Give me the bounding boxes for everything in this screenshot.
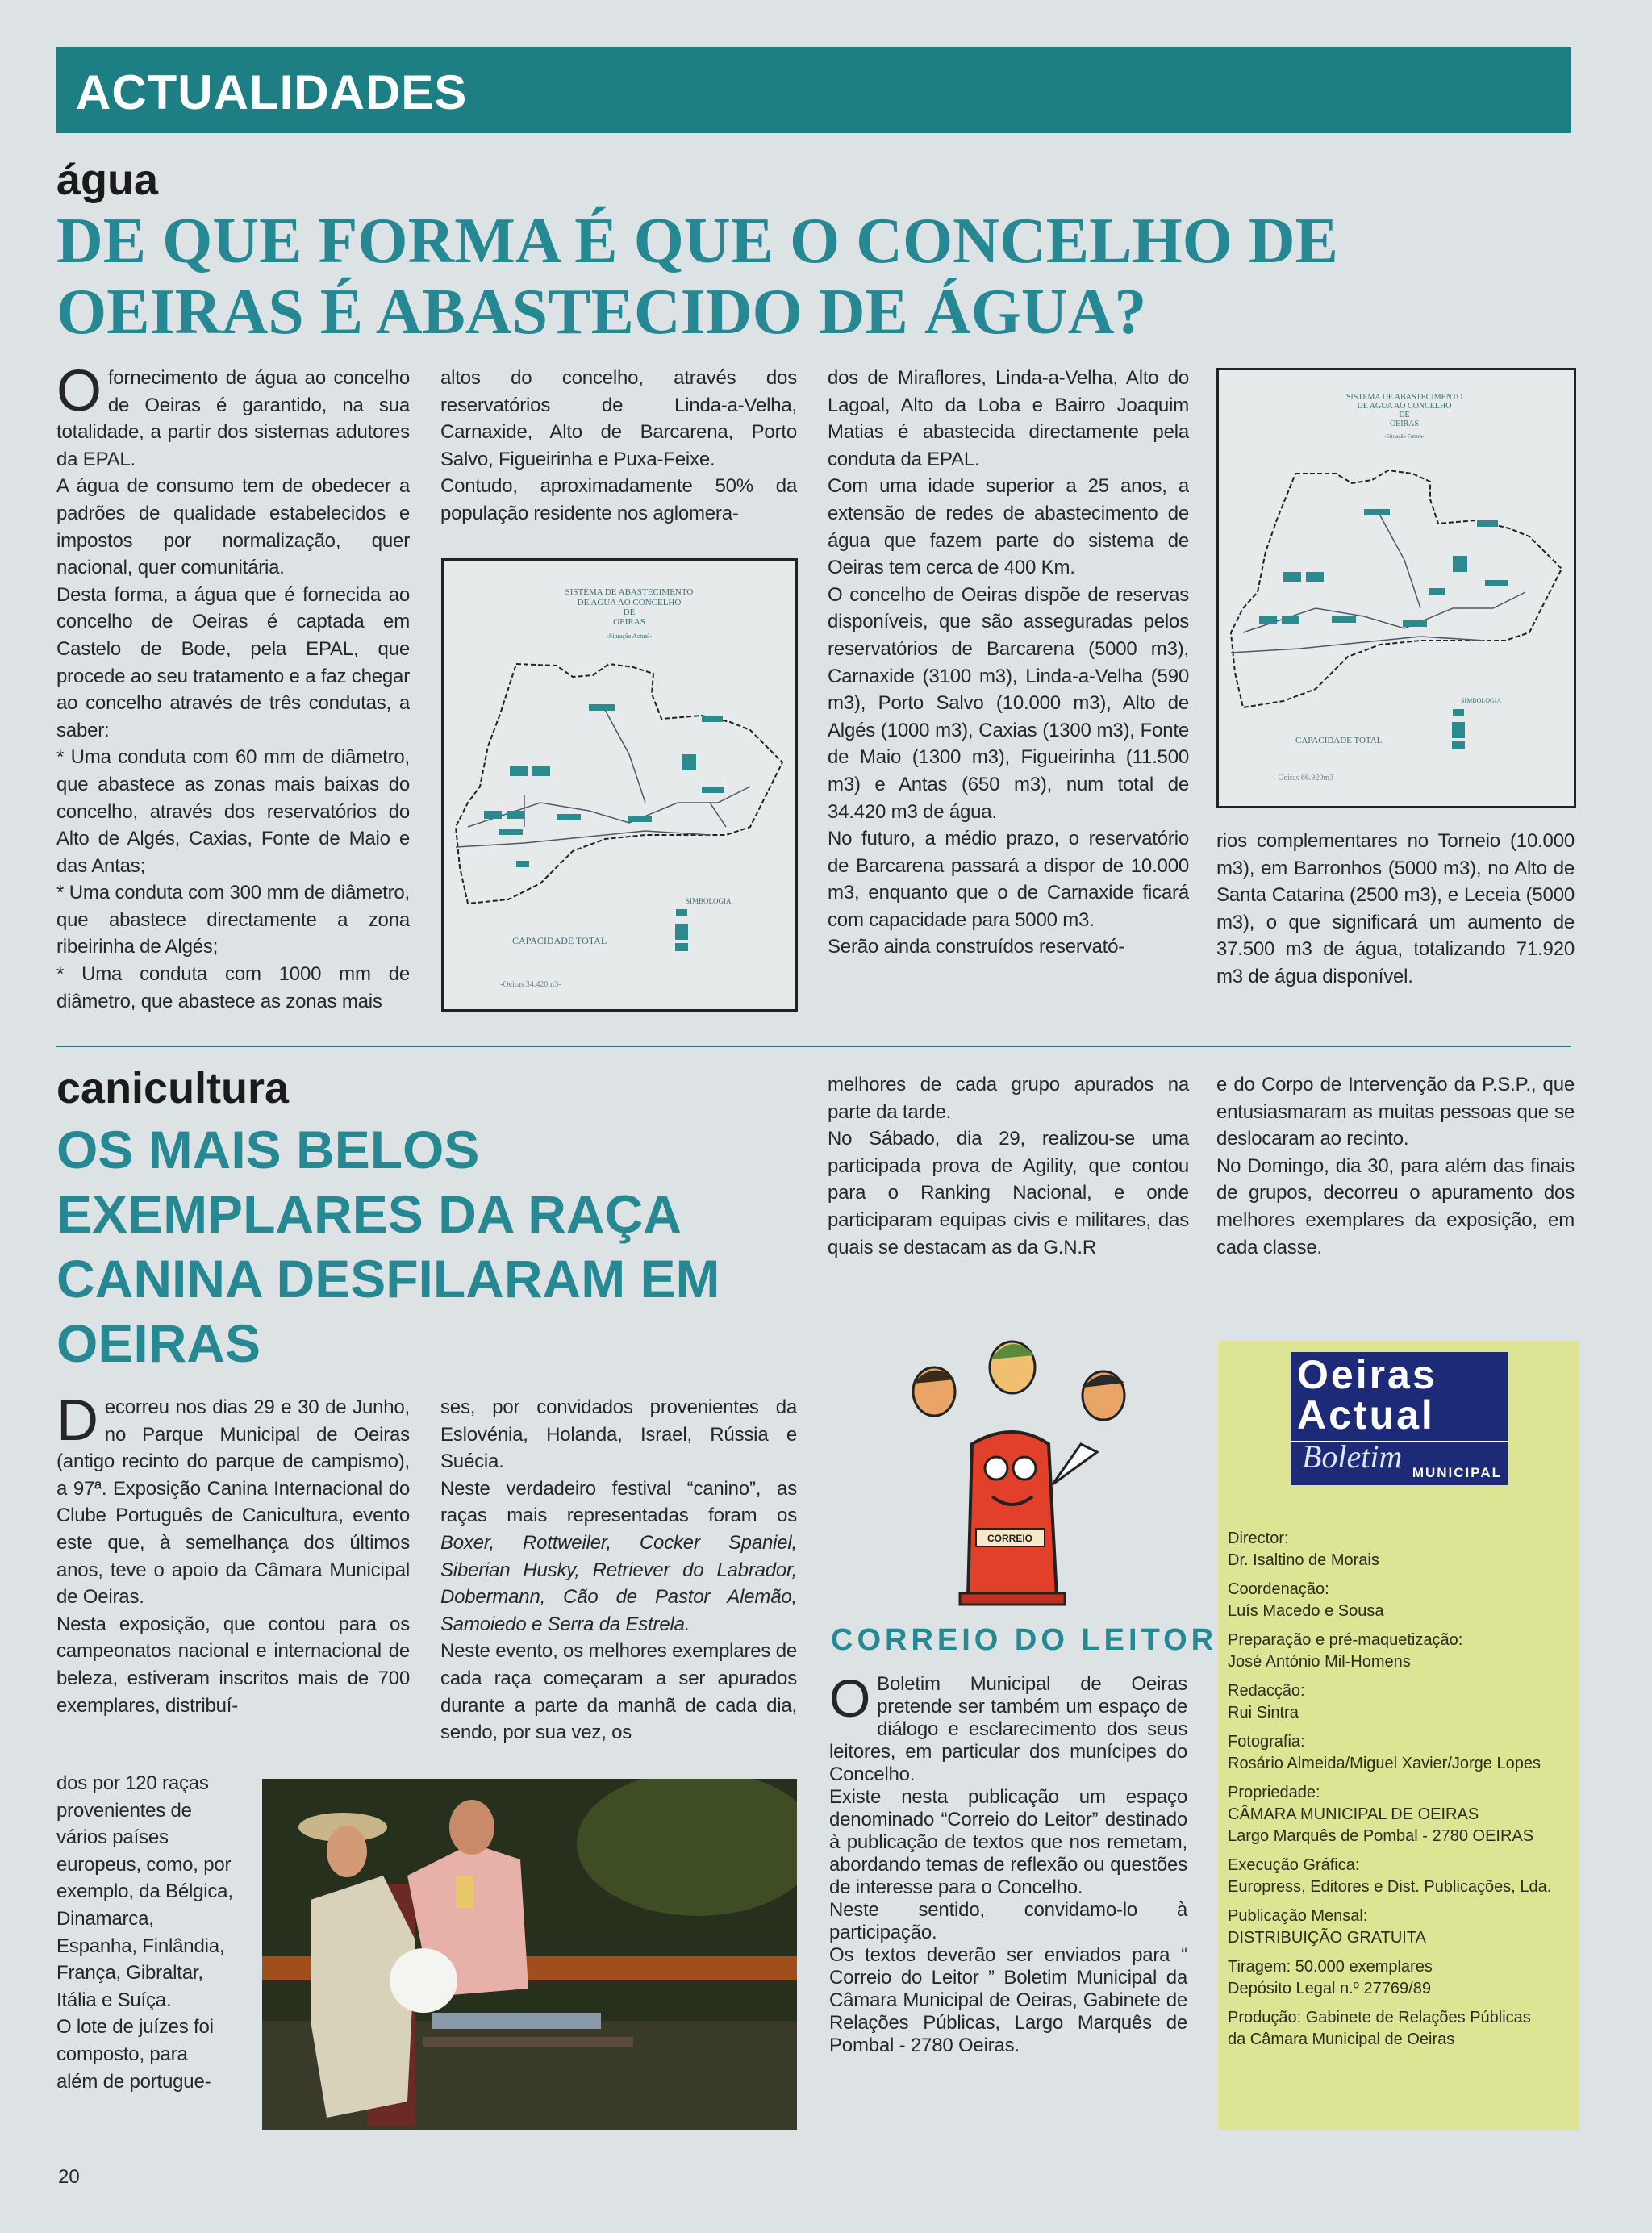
- pipeline: [456, 710, 750, 847]
- dogs-headline-line: OEIRAS: [56, 1313, 261, 1373]
- credit-value: da Câmara Municipal de Oeiras: [1228, 2031, 1455, 2048]
- map-capacity-value: -Oeiras 66.920m3-: [1275, 774, 1337, 783]
- credit-label: Redacção:: [1228, 1682, 1305, 1700]
- map-subtitle: -Situação Futura-: [1384, 433, 1425, 440]
- paragraph: O lote de juízes foi composto, para além de portugue-: [56, 2016, 214, 2093]
- drop-cap: O: [56, 365, 102, 424]
- paragraph: * Uma conduta com 300 mm de diâmetro, que abastece directamente a zona ribeirinha de Algés;: [56, 882, 410, 958]
- map-capacity-label: CAPACIDADE TOTAL: [1295, 736, 1383, 745]
- credit-entry: [1228, 2007, 1575, 2051]
- map-title-line: DE AGUA AO CONCELHO: [1357, 402, 1452, 411]
- paragraph: O concelho de Oeiras dispõe de reservas disponíveis, que são asseguradas pelos reservatórios de Barcarena (5000 m3), Carnaxide (3100 m3), Linda-a-Velha (590 m3), Porto Salvo (10.000 m3), Alto de Algés (1000 m3), Caxias (1300 m3), Fonte de Maio (1300 m3), Figueirinha (11.500 m3) e Antas (650 m3), num total de 34.420 m3 de água.: [828, 583, 1189, 823]
- water-column-4: [1216, 828, 1575, 991]
- credit-entry: [1228, 1528, 1575, 1571]
- map-title-line: OEIRAS: [1389, 419, 1420, 428]
- dogs-column-4: [1216, 1071, 1575, 1261]
- dogs-column-3: [828, 1071, 1189, 1261]
- water-headline-line-2: OEIRAS É ABASTECIDO DE ÁGUA?: [56, 277, 1147, 348]
- map-subtitle: -Situação Actual-: [607, 632, 652, 640]
- map-legend-title: SIMBOLOGIA: [686, 897, 732, 905]
- paragraph: dos de Miraflores, Linda-a-Velha, Alto do Lagoal, Alto da Loba e Bairro Joaquim Matias é abastecida directamente pela conduta da EPAL.: [828, 367, 1189, 470]
- dogs-section-tag: canicultura: [56, 1064, 290, 1112]
- masthead-box: [1218, 1341, 1579, 2130]
- water-headline: [56, 206, 1338, 348]
- logo-text: Oeiras: [1297, 1352, 1437, 1397]
- credit-entry: [1228, 1905, 1575, 1949]
- credit-value: Rui Sintra: [1228, 1704, 1299, 1722]
- mailbox-mascot-illustration: [895, 1331, 1137, 1609]
- mailbox-label: CORREIO: [987, 1533, 1033, 1544]
- credit-entry: [1228, 1579, 1575, 1622]
- credit-value: CÂMARA MUNICIPAL DE OEIRAS: [1228, 1805, 1479, 1823]
- paragraph: No Sábado, dia 29, realizou-se uma participada prova de Agility, que contou para o Ranking Nacional, e onde participaram equipas civis e militares, das quais se destacam as da G.N.R: [828, 1128, 1189, 1258]
- face-icon: [1083, 1371, 1124, 1420]
- dog-show-photo: [262, 1779, 797, 2130]
- section-title: ACTUALIDADES: [76, 65, 468, 119]
- paragraph: * Uma conduta com 1000 mm de diâmetro, que abastece as zonas mais: [56, 963, 410, 1012]
- paragraph: A água de consumo tem de obedecer a padrões de qualidade estabelecidos e impostos por normalização, quer nacional, quer comunitária.: [56, 475, 410, 579]
- map-legend-title: SIMBOLOGIA: [1461, 697, 1502, 704]
- dogs-headline: [56, 1117, 720, 1375]
- credit-value: Europress, Editores e Dist. Publicações, Lda.: [1228, 1878, 1552, 1896]
- water-column-1: [56, 365, 410, 1018]
- map-capacity-label: CAPACIDADE TOTAL: [512, 935, 607, 946]
- paragraph: Desta forma, a água que é fornecida ao concelho de Oeiras é captada em Castelo de Bode, pela EPAL, que procede ao seu tratamento e a faz chegar ao concelho através de três condutas, a saber:: [56, 583, 410, 741]
- dogs-headline-line: EXEMPLARES DA RAÇA: [56, 1184, 682, 1244]
- drop-cap: O: [829, 1668, 871, 1728]
- map-title-line: SISTEMA DE ABASTECIMENTO: [565, 587, 694, 597]
- reservoir-icons: [484, 704, 724, 951]
- credit-label: Propriedade:: [1228, 1784, 1320, 1801]
- masthead-credits: [1228, 1528, 1575, 2058]
- page-number: 20: [58, 2166, 80, 2188]
- credit-entry: [1228, 1855, 1575, 1898]
- paragraph: Serão ainda construídos reservató-: [828, 936, 1125, 958]
- paragraph: ecorreu nos dias 29 e 30 de Junho, no Parque Municipal de Oeiras (antigo recinto do parque de campismo), a 97ª. Exposição Canina Internacional do Clube Português de Canicultura, evento este que, à semelhança dos últimos anos, teve o apoio da Câmara Municipal de Oeiras.: [56, 1396, 410, 1609]
- dogs-headline-line: CANINA DESFILARAM EM: [56, 1249, 720, 1308]
- paragraph: Nesta exposição, que contou para os campeonatos nacional e internacional de beleza, estiveram inscritos mais de 700 exemplares, distribuí-: [56, 1613, 410, 1717]
- section-divider: [56, 1046, 1571, 1047]
- dogs-column-1a: [56, 1394, 410, 1772]
- credit-value: José António Mil-Homens: [1228, 1653, 1411, 1671]
- map-capacity-value: -Oeiras 34.420m3-: [500, 980, 561, 989]
- paragraph: ses, por convidados provenientes da Eslovénia, Holanda, Israel, Rússia e Suécia.: [440, 1396, 797, 1473]
- paragraph: melhores de cada grupo apurados na parte da tarde.: [828, 1074, 1189, 1123]
- face-icon: [913, 1367, 955, 1416]
- credit-value: Luís Macedo e Sousa: [1228, 1602, 1384, 1620]
- logo-script: Boletim: [1302, 1438, 1403, 1475]
- credit-label: Fotografia:: [1228, 1733, 1305, 1751]
- reservoir-icons: [1259, 509, 1508, 749]
- paragraph: fornecimento de água ao concelho de Oeiras é garantido, na sua totalidade, a partir dos sistemas adutores da EPAL.: [56, 367, 410, 470]
- paragraph: Existe nesta publicação um espaço denominado “Correio do Leitor” destinado à publicação de textos que nos remetam, abordando temas de reflexão ou questões de interesse para o Concelho.: [829, 1786, 1187, 1898]
- paragraph: No Domingo, dia 30, para além das finais de grupos, decorreu o apuramento dos melhores exemplares da exposição, em cada classe.: [1216, 1154, 1575, 1258]
- paragraph-text: Neste verdadeiro festival “canino”, as raças mais representadas foram os: [440, 1477, 797, 1527]
- water-column-3: [828, 365, 1189, 1018]
- mailbox-cartoon: [895, 1331, 1137, 1609]
- credit-label: Produção: Gabinete de Relações Públicas: [1228, 2009, 1531, 2026]
- credit-label: Publicação Mensal:: [1228, 1907, 1368, 1925]
- logo-text: Actual: [1297, 1392, 1435, 1438]
- credit-label: Execução Gráfica:: [1228, 1856, 1360, 1874]
- paragraph: No futuro, a médio prazo, o reservatório de Barcarena passará a dispor de 10.000 m3, enquanto que o de Carnaxide ficará com capacidade para 5000 m3.: [828, 828, 1189, 931]
- credit-label: Tiragem: 50.000 exemplares: [1228, 1958, 1433, 1976]
- correio-text: [829, 1668, 1187, 2057]
- paragraph: Neste sentido, convidamo-lo à participação.: [829, 1899, 1187, 1943]
- correio-title: CORREIO DO LEITOR: [831, 1623, 1218, 1657]
- paragraph: dos por 120 raças provenientes de vários países europeus, como, por exemplo, da Bélgica, Dinamarca, Espanha, Finlândia, França, Gibraltar, Itália e Suíça.: [56, 1772, 233, 2011]
- credit-value: Largo Marquês de Pombal - 2780 OEIRAS: [1228, 1827, 1534, 1845]
- map-title-line: SISTEMA DE ABASTECIMENTO: [1345, 393, 1463, 402]
- paragraph: [440, 1475, 797, 1638]
- face-icon: [990, 1342, 1035, 1393]
- credit-value: Dr. Isaltino de Morais: [1228, 1551, 1379, 1569]
- dogs-column-1b: [56, 1770, 234, 2095]
- section-header-bar: [56, 47, 1571, 133]
- dogs-column-2: [440, 1394, 797, 1747]
- map-title-line: DE AGUA AO CONCELHO: [577, 598, 682, 607]
- credit-entry: [1228, 1956, 1575, 2000]
- paragraph: e do Corpo de Intervenção da P.S.P., que entusiasmaram as muitas pessoas que se deslocaram ao recinto.: [1216, 1074, 1575, 1150]
- credit-value: Depósito Legal n.º 27769/89: [1228, 1980, 1431, 1997]
- paragraph: * Uma conduta com 60 mm de diâmetro, que abastece as zonas mais baixas do concelho, através dos reservatórios do Alto de Algés, Caxias, Fonte de Maio e das Antas;: [56, 746, 410, 877]
- credit-label: Coordenação:: [1228, 1580, 1329, 1598]
- credit-value: Rosário Almeida/Miguel Xavier/Jorge Lopes: [1228, 1755, 1541, 1772]
- dogs-headline-line: OS MAIS BELOS: [56, 1120, 480, 1179]
- map-figure: [1219, 370, 1574, 806]
- water-headline-line-1: DE QUE FORMA É QUE O CONCELHO DE: [56, 206, 1339, 277]
- photo-image: [262, 1779, 797, 2130]
- credit-entry: [1228, 1630, 1575, 1673]
- pipeline: [1231, 515, 1525, 653]
- water-map-future: [1216, 368, 1576, 808]
- logo-text: MUNICIPAL: [1412, 1465, 1502, 1480]
- paragraph: Contudo, aproximadamente 50% da população residente nos aglomera-: [440, 475, 797, 524]
- municipality-border: [1231, 470, 1562, 707]
- paragraph: altos do concelho, através dos reservatórios de Linda-a-Velha, Carnaxide, Alto de Barcarena, Porto Salvo, Figueirinha e Puxa-Feixe.: [440, 367, 797, 470]
- credit-entry: [1228, 1731, 1575, 1775]
- municipality-border: [456, 664, 782, 904]
- water-section-tag: água: [56, 156, 159, 204]
- breed-list: Boxer, Rottweiler, Cocker Spaniel, Siberian Husky, Retriever do Labrador, Dobermann, Cão de Pastor Alemão, Samoiedo e Serra da Estrela.: [440, 1531, 797, 1635]
- credit-entry: [1228, 1782, 1575, 1847]
- credit-label: Preparação e pré-maquetização:: [1228, 1631, 1463, 1649]
- map-title-line: DE: [623, 607, 636, 617]
- paragraph: Os textos deverão ser enviados para “ Correio do Leitor ” Boletim Municipal da Câmara Municipal de Oeiras, Gabinete de Relações Públicas, Largo Marquês de Pombal - 2780 Oeiras.: [829, 1944, 1187, 2056]
- paragraph: Boletim Municipal de Oeiras pretende ser também um espaço de diálogo e esclarecimento dos seus leitores, em particular dos munícipes do Concelho.: [829, 1673, 1187, 1785]
- paragraph: Neste evento, os melhores exemplares de cada raça começaram a ser apurados durante a parte da manhã de cada dia, sendo, por sua vez, os: [440, 1640, 797, 1744]
- credit-label: Director:: [1228, 1530, 1289, 1547]
- water-column-2: [440, 365, 797, 528]
- paragraph: rios complementares no Torneio (10.000 m3), em Barronhos (5000 m3), no Alto de Santa Catarina (2500 m3), e Leceia (5000 m3), o que significará um aumento de 37.500 m3 de água, totalizando 71.920 m3 de água disponível.: [1216, 830, 1575, 987]
- oeiras-actual-logo: [1291, 1352, 1508, 1485]
- map-figure: [444, 561, 795, 1009]
- drop-cap: D: [56, 1394, 98, 1453]
- credit-value: DISTRIBUIÇÃO GRATUITA: [1228, 1929, 1426, 1947]
- paragraph: Com uma idade superior a 25 anos, a extensão de redes de abastecimento de água que fazem parte do sistema de Oeiras tem cerca de 400 Km.: [828, 475, 1189, 579]
- map-title-line: DE: [1399, 411, 1410, 419]
- water-map-current: [441, 558, 798, 1012]
- map-title-line: OEIRAS: [613, 617, 645, 627]
- credit-entry: [1228, 1680, 1575, 1724]
